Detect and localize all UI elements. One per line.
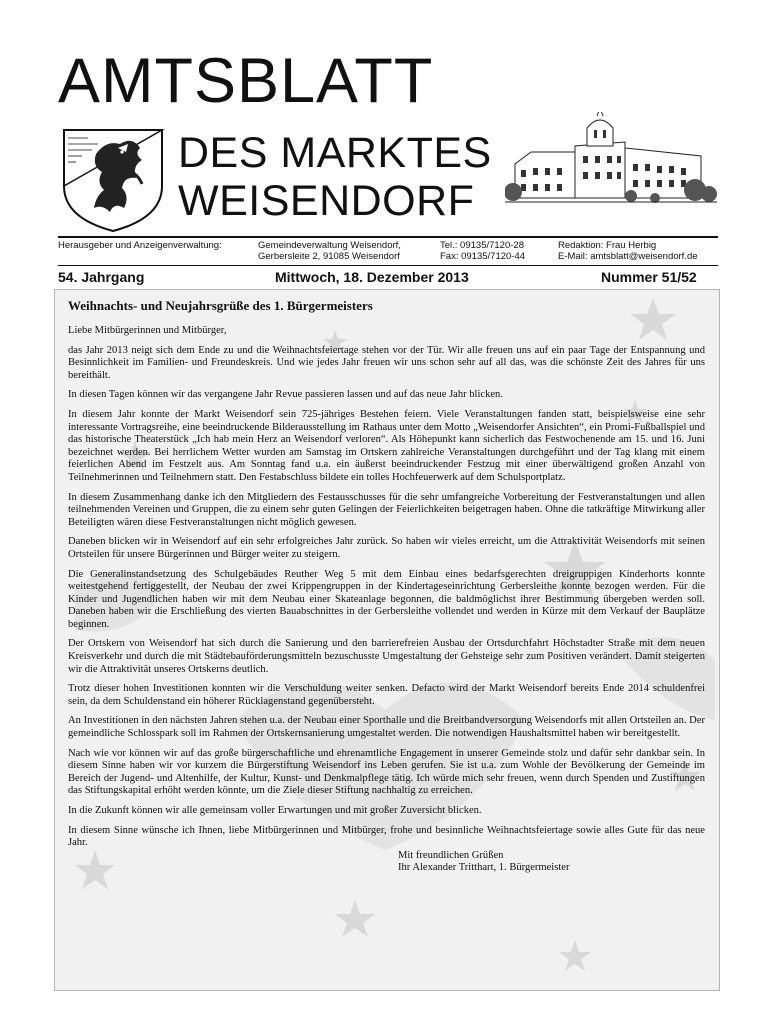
publisher-label: Herausgeber und Anzeigenverwaltung: [58, 240, 222, 251]
letter-paragraph: Die Generalinstandsetzung des Schulgebäudes Reuther Weg 5 mit dem Einbau eines bedarfsgerechten dreigruppigen Kinderhorts konnte weitestgehend fertiggestellt, der Neubau der zwei Krippengruppen in der Kindertageseinrichtung Gerbersleithe konnte bezogen werden. Für die Kinder und Jugendlichen haben wir mit dem Neubau einer Skateanlage begonnen, die baldmöglichst ihrer Bestimmung übergeben werden soll. Daneben haben wir die Erschließung des vierten Bauabschnittes in der Gerbersleithe vollendet und werden in Kürze mit dem Verkauf der Bauplätze beginnen. [68, 568, 705, 630]
publisher-name: Gemeindeverwaltung Weisendorf, [258, 240, 401, 251]
publisher-phone: Tel.: 09135/7120-28 [440, 240, 524, 251]
masthead-subtitle-line2: WEISENDORF [178, 177, 475, 225]
editor-name: Redaktion: Frau Herbig [558, 240, 657, 251]
coat-of-arms-lion-icon [58, 126, 168, 234]
publisher-fax: Fax: 09135/7120-44 [440, 251, 526, 262]
letter-paragraph: In diesem Sinne wünsche ich Ihnen, liebe Mitbürgerinnen und Mitbürger, frohe und besinnliche Weihnachtsfeiertage sowie alles Gute für das neue Jahr. [68, 824, 705, 849]
castle-illustration [505, 112, 717, 210]
letter-paragraph: Der Ortskern von Weisendorf hat sich durch die Sanierung und den barrierefreien Ausbau der Ortsdurchfahrt Höchstadter Straße mit dem neuen Kreisverkehr und durch die mit Städtebauförderungsmitteln bezuschusste Umgestaltung der Gehsteige sehr zum Positiven verändert. Damit steigerten wir die Attraktivität unseres Ortskerns deutlich. [68, 638, 705, 675]
publisher-street: Gerbersleite 2, 91085 Weisendorf [258, 251, 400, 262]
closing-greeting: Mit freundlichen Grüßen [398, 849, 504, 861]
letter-paragraph: In diesem Zusammenhang danke ich den Mitgliedern des Festausschusses für die sehr umfangreiche Vorbereitung der Festveranstaltungen und allen teilnehmenden Vereinen und Gruppen, die zu einem sehr guten Gelingen der Feierlichkeiten beigetragen haben. Ohne die tatkräftige Mitwirkung aller Beteiligten wären diese Festveranstaltungen nicht möglich gewesen. [68, 491, 705, 528]
letter-paragraph: In diesen Tagen können wir das vergangene Jahr Revue passieren lassen und auf das neue Jahr blicken. [68, 389, 503, 401]
letter-salutation: Liebe Mitbürgerinnen und Mitbürger, [68, 325, 227, 336]
letter-paragraph: das Jahr 2013 neigt sich dem Ende zu und die Weihnachtsfeiertage stehen vor der Tür. Wir alle freuen uns auf ein paar Tage der Entspannung und Besinnlichkeit im Familien- und Freundeskreis. Und wie jedes Jahr freuen wir uns schon sehr auf all das, was die schönste Zeit des Jahres für uns bereithält. [68, 344, 705, 381]
issue-number: Nummer 51/52 [601, 269, 697, 285]
letter-paragraph: In diesem Jahr konnte der Markt Weisendorf sein 725-jähriges Bestehen feiern. Viele Veranstaltungen fanden statt, beispielsweise eine sehr interessante Vortragsreihe, eine beeindruckende Bilderausstellung im Rathaus unter dem Motto „Weisendorfer Ansichten“, ein Promi-Fußballspiel und das historische Theaterstück „Ich hab mein Herz an Weisendorf verloren“. Als Höhepunkt kann sicherlich das Festwochenende am 15. und 16. Juni bezeichnet werden. Bei herrlichem Wetter wurden am Samstag im Ortskern zahlreiche Veranstaltungen durchgeführt und der Tag klang mit einem feierlichen Abend im Festzelt aus. Am Sonntag fand u.a. ein äußerst beeindruckender Festzug mit einer überwältigend großen Anzahl von Teilnehmerinnen und Teilnehmern statt. Den Festabschluss bildete ein tolles Hochfeuerwerk auf dem Schulsportplatz. [68, 408, 705, 483]
letter-closing [68, 850, 705, 875]
letter-paragraph: In die Zukunft können wir alle gemeinsam voller Erwartungen und mit großer Zuversicht blicken. [68, 805, 482, 816]
issue-volume: 54. Jahrgang [58, 269, 145, 285]
letter [68, 298, 705, 875]
issue-date: Mittwoch, 18. Dezember 2013 [275, 269, 469, 285]
letter-paragraph: Trotz dieser hohen Investitionen konnten wir die Verschuldung weiter senken. Defacto wird der Markt Weisendorf bereits Ende 2014 schuldenfrei sein, da dem Schuldenstand ein höherer Rücklagenstand gegenübersteht. [68, 683, 705, 707]
letter-box [54, 289, 720, 991]
letter-heading: Weihnachts- und Neujahrsgrüße des 1. Bürgermeisters [68, 298, 373, 313]
masthead-subtitle-line1: DES MARKTES [178, 129, 492, 177]
letter-paragraph: An Investitionen in den nächsten Jahren stehen u.a. der Neubau einer Sporthalle und die Breitbandversorgung Weisendorfs mit allen Ortsteilen an. Der gemeindliche Schlosspark soll im Rahmen der Ortskernsanierung umgestaltet werden. Die notwendigen Haushaltsmittel haben wir bereitgestellt. [68, 715, 705, 740]
signature: Ihr Alexander Tritthart, 1. Bürgermeister [398, 862, 570, 874]
publisher-editor [558, 240, 698, 262]
publisher-address [258, 240, 401, 262]
masthead-title: AMTSBLATT [58, 46, 434, 116]
letter-paragraph: Nach wie vor können wir auf das große bürgerschaftliche und ehrenamtliche Engagement in unserer Gemeinde stolz und dafür sehr dankbar sein. In diesem Sinne haben wir vor kurzem die Bürgerstiftung Weisendorf ins Leben gerufen. Sie ist u.a. zum Wohle der Bevölkerung der Gemeinde im Bereich der Jugend- und Altenhilfe, der Kultur, Kunst- und Denkmalpflege tätig. Ich würde mich sehr freuen, wenn durch Spenden und Zustiftungen das Stiftungskapital erhöht werden könnte, um die Ziele dieser Stiftung nachhaltig zu erreichen. [68, 747, 705, 797]
info-rule [58, 265, 718, 266]
editor-email: E-Mail: amtsblatt@weisendorf.de [558, 251, 698, 262]
publisher-contact [440, 240, 525, 262]
letter-paragraph: Daneben blicken wir in Weisendorf auf ein sehr erfolgreiches Jahr zurück. So haben wir vieles erreicht, um die Attraktivität Weisendorfs mit seinen Ortsteilen für unsere Bürgerinnen und Bürger weiter zu steigern. [68, 536, 705, 560]
masthead-rule [58, 236, 718, 238]
